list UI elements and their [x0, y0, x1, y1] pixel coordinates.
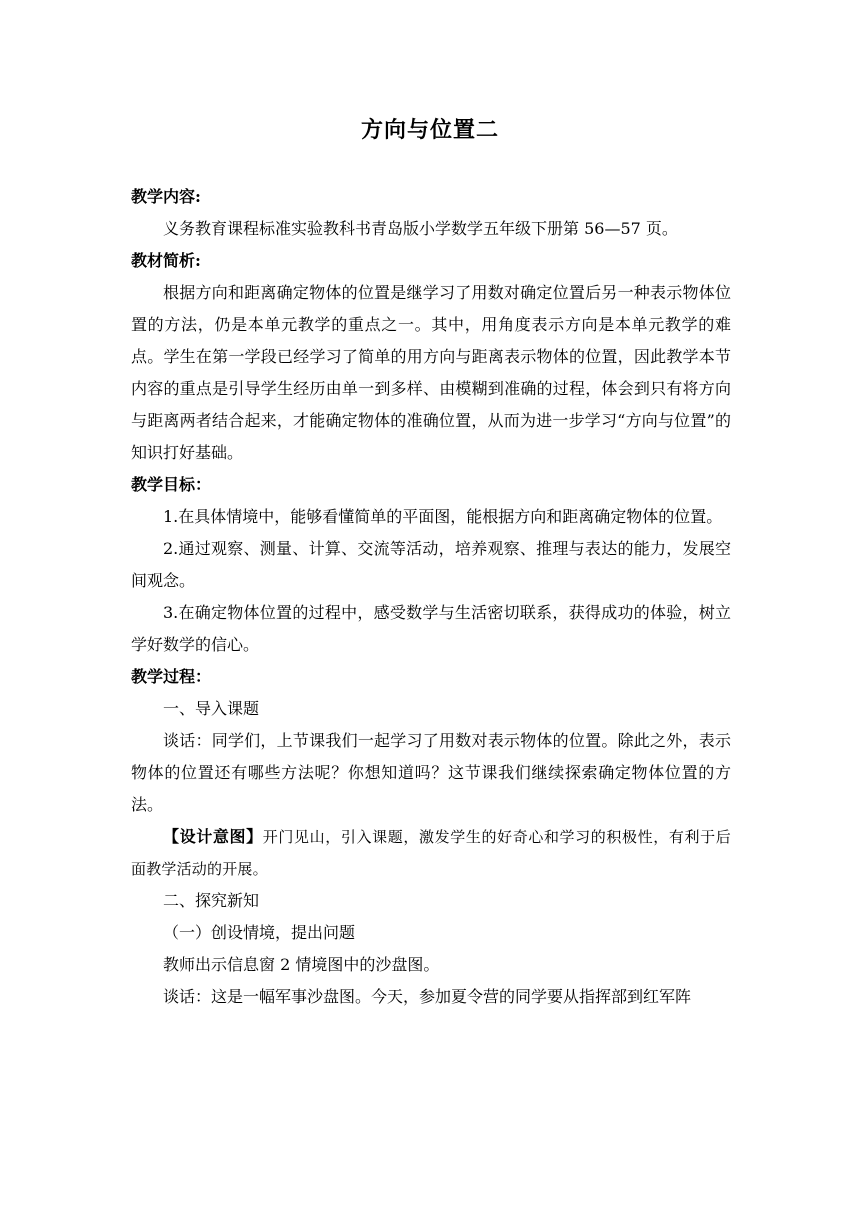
document-body: [131, 181, 731, 1013]
section-heading-analysis: 教材简析:: [131, 251, 201, 270]
process-step2-subtitle: （一）创设情境，提出问题: [163, 923, 356, 942]
section-heading-content: 教学内容:: [131, 187, 201, 206]
process-step1-title: 一、导入课题: [163, 699, 260, 718]
design-intent-paragraph: [131, 821, 731, 885]
process-step2-show: 教师出示信息窗 2 情境图中的沙盘图。: [163, 955, 440, 974]
process-step2-talk: 谈话：这是一幅军事沙盘图。今天，参加夏令营的同学要从指挥部到红军阵: [163, 987, 692, 1006]
goal-item-3: 3.在确定物体位置的过程中，感受数学与生活密切联系，获得成功的体验，树立学好数学的信心。: [131, 603, 731, 654]
design-intent-text: 开门见山，引入课题，激发学生的好奇心和学习的积极性，有利于后面教学活动的开展。: [131, 828, 731, 878]
analysis-text: 根据方向和距离确定物体的位置是继学习了用数对确定位置后另一种表示物体位置的方法，仍是本单元教学的重点之一。其中，用角度表示方向是本单元教学的难点。学生在第一学段已经学习了简单的用方向与距离表示物体的位置，因此教学本节内容的重点是引导学生经历由单一到多样、由模糊到准确的过程，体会到只有将方向与距离两者结合起来，才能确定物体的准确位置，从而为进一步学习“方向与位置”的知识打好基础。: [131, 283, 731, 462]
content-text: 义务教育课程标准实验教科书青岛版小学数学五年级下册第 56—57 页。: [163, 219, 678, 238]
goal-item-2: 2.通过观察、测量、计算、交流等活动，培养观察、推理与表达的能力，发展空间观念。: [131, 539, 731, 590]
section-heading-goals: 教学目标：: [131, 475, 212, 494]
process-step2-title: 二、探究新知: [163, 891, 260, 910]
document-title: 方向与位置二: [360, 117, 499, 143]
section-heading-process: 教学过程：: [131, 667, 212, 686]
goal-item-1: 1.在具体情境中，能够看懂简单的平面图，能根据方向和距离确定物体的位置。: [163, 507, 723, 526]
design-intent-label: 【设计意图】: [163, 827, 263, 846]
process-step1-talk: 谈话：同学们，上节课我们一起学习了用数对表示物体的位置。除此之外，表示物体的位置还有哪些方法呢？你想知道吗？这节课我们继续探索确定物体位置的方法。: [131, 731, 731, 814]
